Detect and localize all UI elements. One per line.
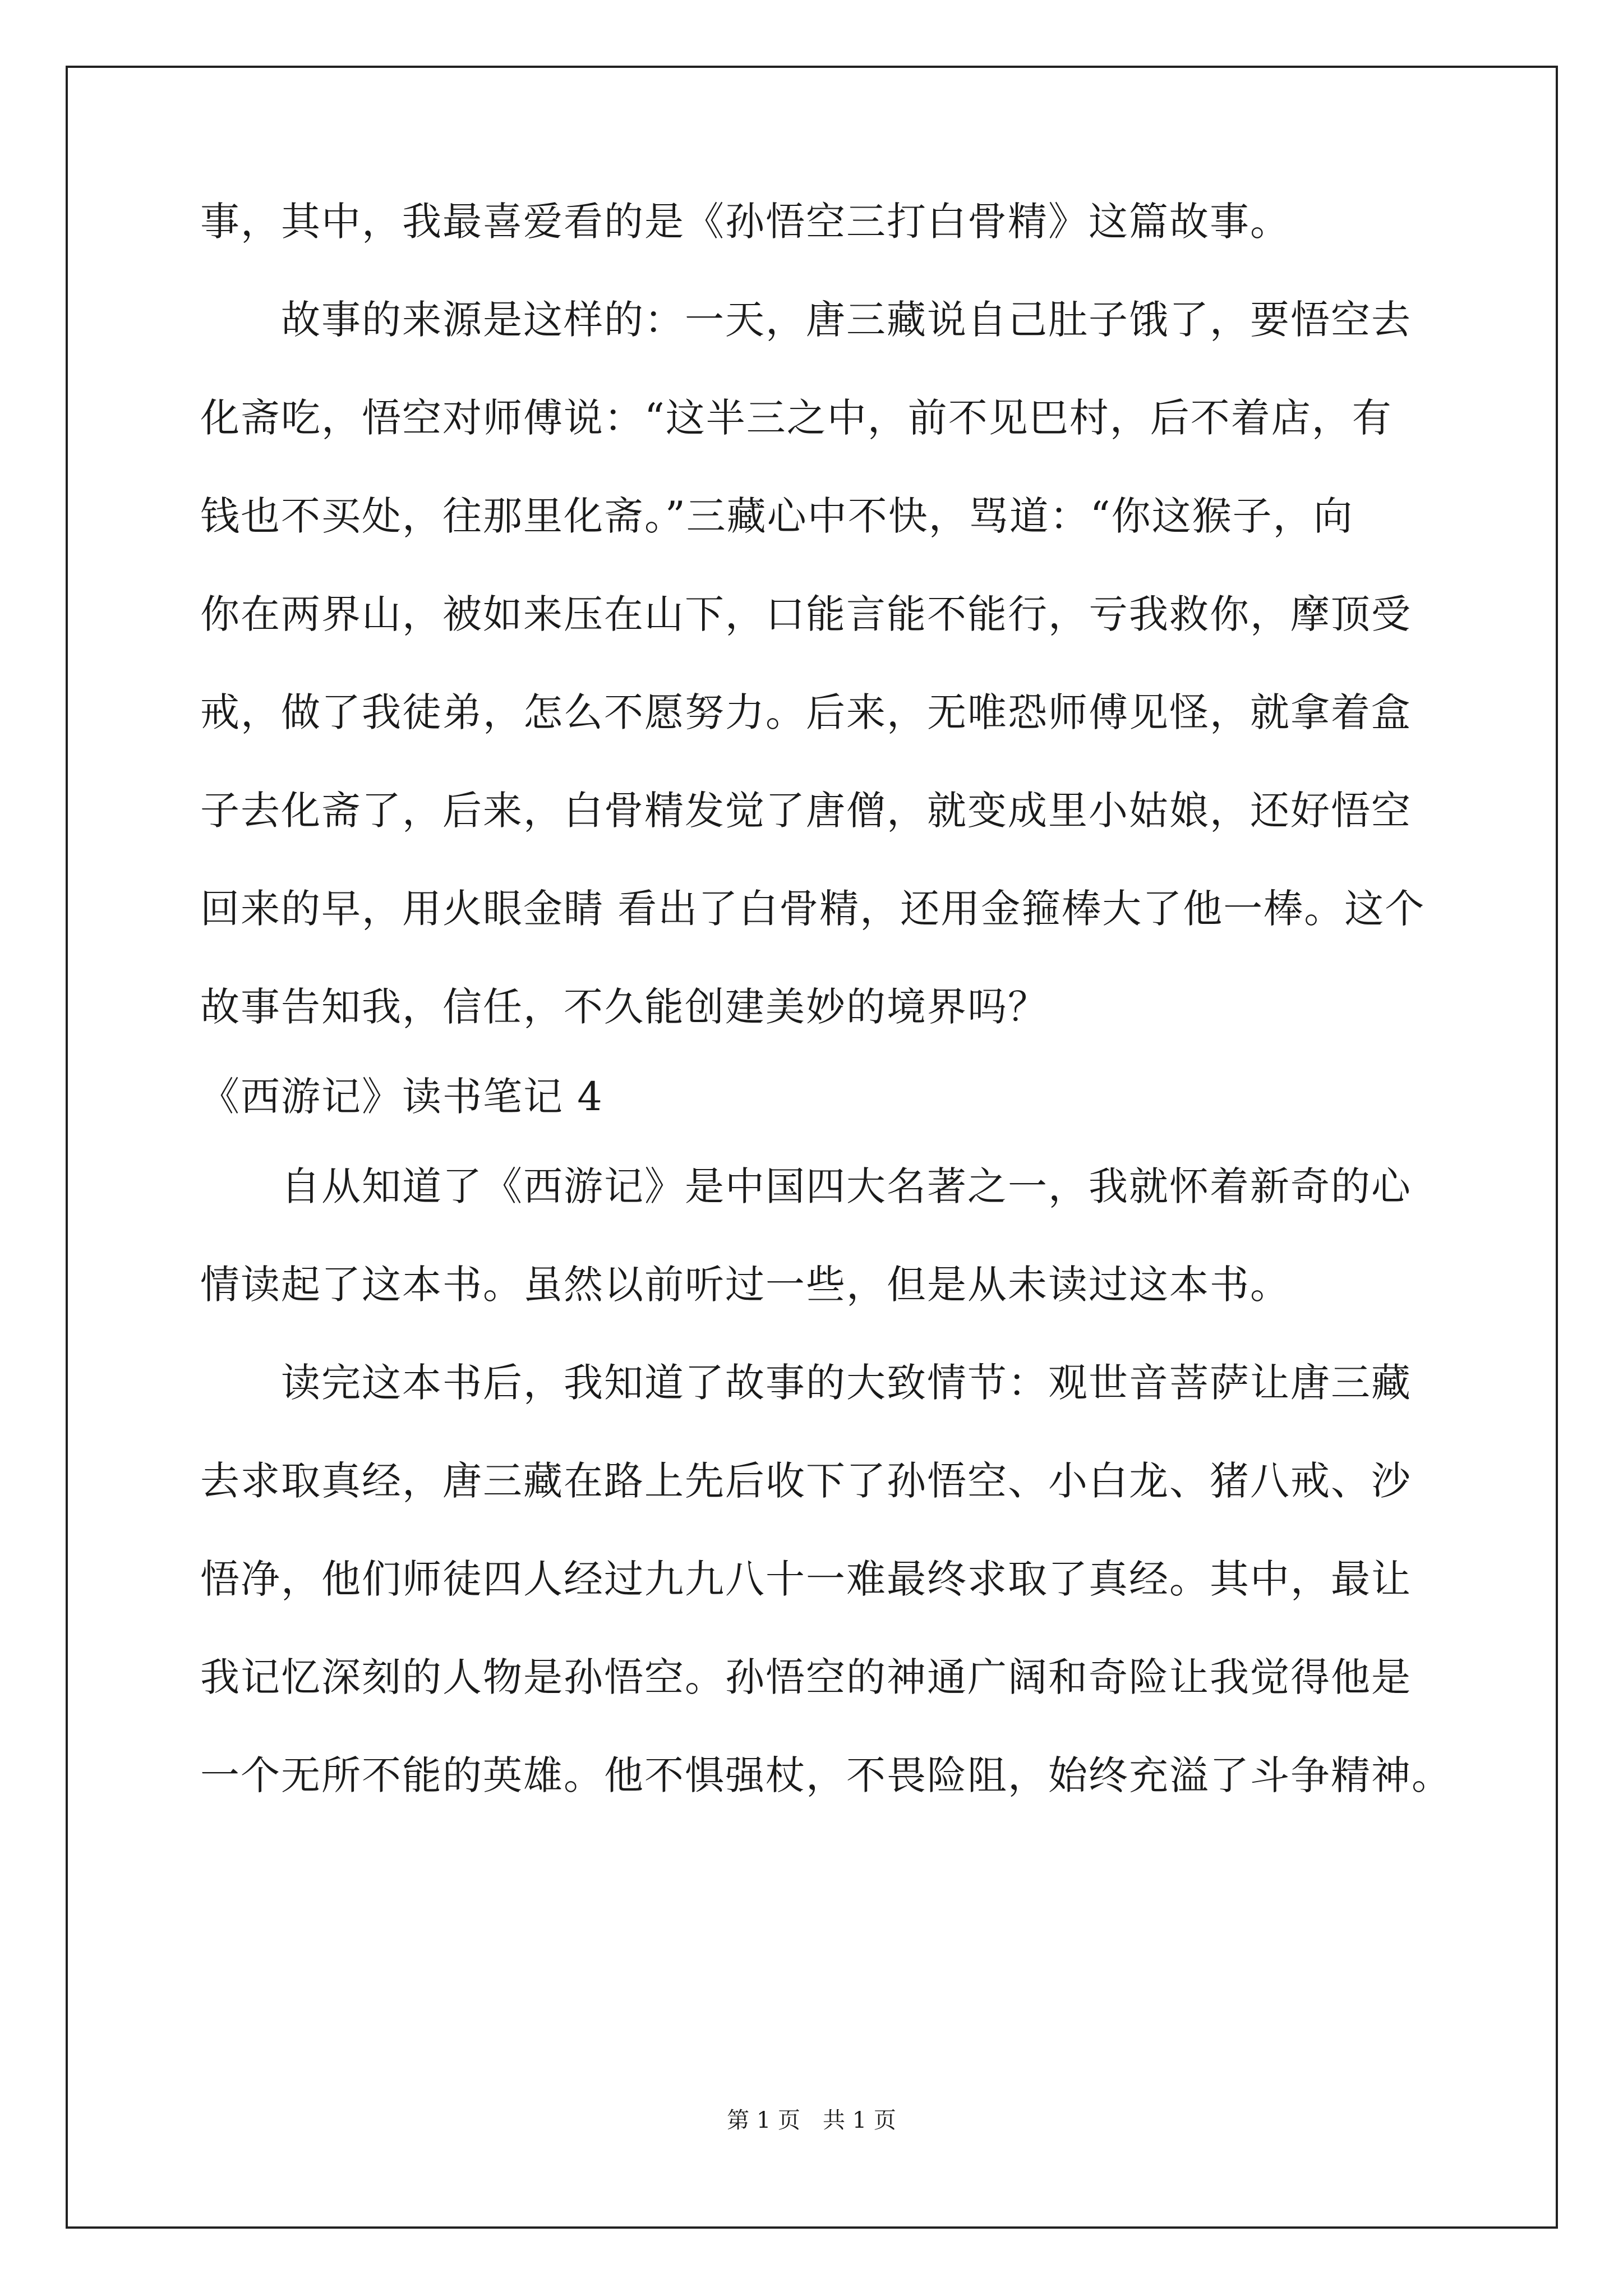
text-line: 故事告知我，信任，不久能创建美妙的境界吗？ [200,984,1048,1030]
page-number: 第 1 页 共 1 页 [727,2108,896,2133]
text-line: 故事的来源是这样的：一天，唐三藏说自己肚子饿了，要悟空去 [200,297,1412,343]
text-line: 回来的早，用火眼金睛 看出了白骨精，还用金箍棒大了他一棒。这个 [200,886,1426,932]
page-border [66,66,1558,2229]
text-line: 子去化斋了，后来，白骨精发觉了唐僧，就变成里小姑娘，还好悟空 [200,788,1412,834]
section-heading: 《西游记》读书笔记 4 [200,1074,603,1120]
text-line: 钱也不买处，往那里化斋。”三藏心中不快，骂道：“你这猴子，向 [200,493,1354,539]
text-line: 悟净，他们师徒四人经过九九八十一难最终求取了真经。其中，最让 [200,1556,1412,1602]
text-line: 化斋吃，悟空对师傅说：“这半三之中，前不见巴村，后不着店，有 [200,395,1393,441]
text-line: 你在两界山，被如来压在山下，口能言能不能行，亏我救你，摩顶受 [200,591,1412,637]
text-line: 去求取真经，唐三藏在路上先后收下了孙悟空、小白龙、猪八戒、沙 [200,1458,1412,1504]
text-line: 戒，做了我徒弟，怎么不愿努力。后来，无唯恐师傅见怪，就拿着盒 [200,689,1412,735]
text-line: 自从知道了《西游记》是中国四大名著之一，我就怀着新奇的心 [200,1163,1412,1209]
text-line: 事，其中，我最喜爱看的是《孙悟空三打白骨精》这篇故事。 [200,199,1290,245]
text-line: 我记忆深刻的人物是孙悟空。孙悟空的神通广阔和奇险让我觉得他是 [200,1654,1412,1700]
text-line: 读完这本书后，我知道了故事的大致情节：观世音菩萨让唐三藏 [200,1360,1412,1406]
text-line: 情读起了这本书。虽然以前听过一些，但是从未读过这本书。 [200,1262,1290,1308]
text-line: 一个无所不能的英雄。他不惧强杖，不畏险阻，始终充溢了斗争精神。 [200,1752,1452,1798]
